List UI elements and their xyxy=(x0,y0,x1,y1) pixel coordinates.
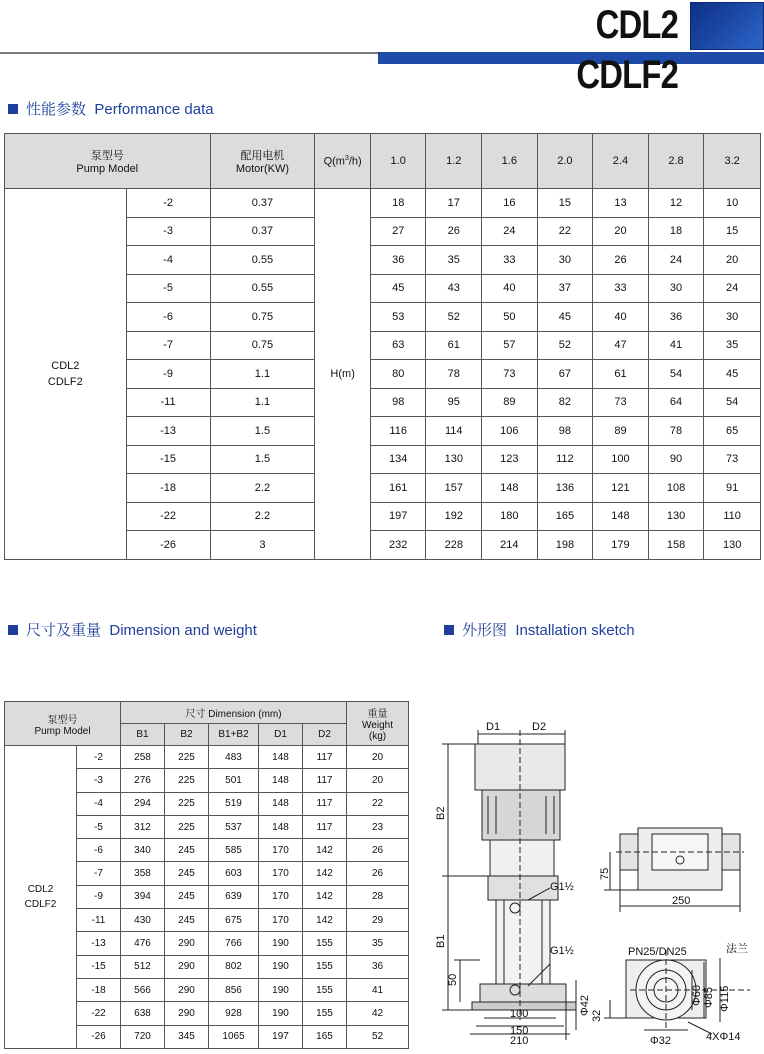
head-value: 10 xyxy=(704,189,761,218)
motor-kw: 0.37 xyxy=(210,189,315,218)
model-suffix: -2 xyxy=(77,746,121,769)
head-value: 89 xyxy=(593,417,649,446)
dimension-value: 1065 xyxy=(209,1025,259,1048)
bullet-square-icon xyxy=(8,104,18,114)
dimension-value: 117 xyxy=(303,746,347,769)
head-value: 45 xyxy=(704,360,761,389)
perf-header-flow: 1.2 xyxy=(426,134,482,189)
head-value: 24 xyxy=(648,246,704,275)
dim-label-phi42: Φ42 xyxy=(579,994,591,1016)
motor-kw: 0.75 xyxy=(210,331,315,360)
perf-header-flow: 1.6 xyxy=(482,134,538,189)
dimension-value: 148 xyxy=(259,815,303,838)
dimension-value: 142 xyxy=(303,885,347,908)
dimension-value: 142 xyxy=(303,839,347,862)
motor-kw: 0.75 xyxy=(210,303,315,332)
dim-label-75: 75 xyxy=(599,867,611,880)
dimension-value: 155 xyxy=(303,1002,347,1025)
head-value: 100 xyxy=(593,445,649,474)
head-value: 67 xyxy=(537,360,593,389)
head-value: 54 xyxy=(648,360,704,389)
perf-header-motor xyxy=(210,134,315,189)
weight-value: 28 xyxy=(347,885,409,908)
section-cn: 外形图 xyxy=(462,622,508,639)
head-value: 98 xyxy=(537,417,593,446)
dimension-value: 197 xyxy=(259,1025,303,1048)
dimension-value: 142 xyxy=(303,862,347,885)
model-suffix: -26 xyxy=(77,1025,121,1048)
dimension-value: 603 xyxy=(209,862,259,885)
weight-value: 20 xyxy=(347,746,409,769)
head-value: 161 xyxy=(370,474,426,503)
dim-label-b2: B2 xyxy=(435,806,447,820)
page-title: CDL2 CDLF2 xyxy=(576,3,678,97)
head-value: 232 xyxy=(370,531,426,560)
q-sup: 3 xyxy=(344,154,349,162)
dim-header-col: D2 xyxy=(303,724,347,746)
head-value: 82 xyxy=(537,388,593,417)
dimension-value: 165 xyxy=(303,1025,347,1048)
head-value: 73 xyxy=(482,360,538,389)
dimension-value: 340 xyxy=(121,839,165,862)
model-suffix: -4 xyxy=(77,792,121,815)
model-suffix: -3 xyxy=(126,217,210,246)
dimension-value: 225 xyxy=(165,746,209,769)
model-suffix: -22 xyxy=(77,1002,121,1025)
head-value: 40 xyxy=(482,274,538,303)
head-value: 78 xyxy=(426,360,482,389)
head-value: 15 xyxy=(704,217,761,246)
head-value: 198 xyxy=(537,531,593,560)
section-sketch-title xyxy=(444,619,635,640)
head-value: 192 xyxy=(426,502,482,531)
head-value: 95 xyxy=(426,388,482,417)
dimension-value: 245 xyxy=(165,862,209,885)
dimension-value: 430 xyxy=(121,909,165,932)
model-suffix: -9 xyxy=(77,885,121,908)
dim-label-b1: B1 xyxy=(435,934,447,948)
head-value: 63 xyxy=(370,331,426,360)
section-dimension-title xyxy=(8,619,257,640)
perf-header-flow: 2.4 xyxy=(593,134,649,189)
head-value: 80 xyxy=(370,360,426,389)
series-name: CDL2 xyxy=(51,359,80,372)
section-en: Performance data xyxy=(94,101,214,118)
head-value: 52 xyxy=(537,331,593,360)
head-value: 121 xyxy=(593,474,649,503)
dimension-value: 290 xyxy=(165,932,209,955)
model-suffix: -13 xyxy=(126,417,210,446)
dim-label-32: 32 xyxy=(591,1009,603,1022)
model-suffix: -6 xyxy=(77,839,121,862)
dimension-value: 117 xyxy=(303,792,347,815)
motor-kw: 2.2 xyxy=(210,502,315,531)
dim-label-d1: D1 xyxy=(486,721,501,733)
dimension-value: 117 xyxy=(303,815,347,838)
head-value: 52 xyxy=(426,303,482,332)
head-value: 17 xyxy=(426,189,482,218)
dim-header-dimension: 尺寸 Dimension (mm) xyxy=(121,702,347,724)
head-value: 61 xyxy=(593,360,649,389)
head-value: 18 xyxy=(370,189,426,218)
dimension-value: 675 xyxy=(209,909,259,932)
head-value: 18 xyxy=(648,217,704,246)
head-value: 214 xyxy=(482,531,538,560)
weight-value: 35 xyxy=(347,932,409,955)
dim-label-g1: G1½ xyxy=(550,881,574,893)
head-label: H(m) xyxy=(315,189,371,560)
dim-header-col: D1 xyxy=(259,724,303,746)
dimension-value: 290 xyxy=(165,955,209,978)
head-value: 130 xyxy=(704,531,761,560)
dimension-value: 190 xyxy=(259,932,303,955)
perf-header-model-cn: 泵型号 xyxy=(90,150,124,162)
head-value: 165 xyxy=(537,502,593,531)
head-value: 20 xyxy=(593,217,649,246)
head-value: 110 xyxy=(704,502,761,531)
dimension-value: 276 xyxy=(121,769,165,792)
weight-value: 41 xyxy=(347,978,409,1001)
dimension-value: 312 xyxy=(121,815,165,838)
perf-series-cell xyxy=(5,189,127,560)
head-value: 35 xyxy=(704,331,761,360)
dimension-table xyxy=(4,701,409,1049)
header-blue-box xyxy=(690,2,764,50)
dimension-value: 148 xyxy=(259,792,303,815)
dimension-value: 519 xyxy=(209,792,259,815)
perf-header-motor-en: Motor(KW) xyxy=(235,163,290,175)
model-suffix: -22 xyxy=(126,502,210,531)
head-value: 36 xyxy=(370,246,426,275)
motor-kw: 0.55 xyxy=(210,274,315,303)
head-value: 123 xyxy=(482,445,538,474)
head-value: 53 xyxy=(370,303,426,332)
dimension-value: 190 xyxy=(259,955,303,978)
head-value: 43 xyxy=(426,274,482,303)
weight-value: 26 xyxy=(347,839,409,862)
weight-value: 52 xyxy=(347,1025,409,1048)
bullet-square-icon xyxy=(444,625,454,635)
dimension-value: 170 xyxy=(259,909,303,932)
dimension-value: 501 xyxy=(209,769,259,792)
motor-adapter xyxy=(490,840,554,876)
head-value: 54 xyxy=(704,388,761,417)
head-value: 134 xyxy=(370,445,426,474)
head-value: 33 xyxy=(482,246,538,275)
head-value: 24 xyxy=(704,274,761,303)
dimension-value: 476 xyxy=(121,932,165,955)
dimension-value: 190 xyxy=(259,978,303,1001)
dimension-value: 802 xyxy=(209,955,259,978)
dim-label-phi85: Φ85 xyxy=(703,986,715,1008)
dimension-value: 225 xyxy=(165,769,209,792)
dimension-value: 170 xyxy=(259,885,303,908)
head-value: 57 xyxy=(482,331,538,360)
head-value: 30 xyxy=(537,246,593,275)
dimension-value: 148 xyxy=(259,746,303,769)
dimension-value: 537 xyxy=(209,815,259,838)
dimension-value: 720 xyxy=(121,1025,165,1048)
dimension-value: 512 xyxy=(121,955,165,978)
perf-header-flow: 3.2 xyxy=(704,134,761,189)
dim-header-col: B1 xyxy=(121,724,165,746)
section-en: Installation sketch xyxy=(515,622,635,639)
dimension-value: 245 xyxy=(165,839,209,862)
dim-header-model-cn: 泵型号 xyxy=(47,714,78,726)
head-value: 61 xyxy=(426,331,482,360)
dimension-value: 483 xyxy=(209,746,259,769)
head-value: 41 xyxy=(648,331,704,360)
head-value: 35 xyxy=(426,246,482,275)
head-value: 30 xyxy=(648,274,704,303)
head-value: 91 xyxy=(704,474,761,503)
dimension-value: 290 xyxy=(165,1002,209,1025)
model-suffix: -13 xyxy=(77,932,121,955)
model-suffix: -26 xyxy=(126,531,210,560)
motor-kw: 1.1 xyxy=(210,388,315,417)
header-blue-bar xyxy=(378,52,764,64)
dimension-value: 358 xyxy=(121,862,165,885)
section-cn: 尺寸及重量 xyxy=(26,622,102,639)
pump-chamber xyxy=(488,876,558,900)
head-value: 78 xyxy=(648,417,704,446)
dimension-value: 638 xyxy=(121,1002,165,1025)
performance-table xyxy=(4,133,761,560)
dim-label-150: 150 xyxy=(510,1025,529,1037)
head-value: 40 xyxy=(593,303,649,332)
motor-kw: 2.2 xyxy=(210,474,315,503)
dimension-value: 155 xyxy=(303,955,347,978)
head-value: 33 xyxy=(593,274,649,303)
dim-series-cell xyxy=(5,746,77,1049)
table-row xyxy=(5,746,409,769)
dimension-value: 170 xyxy=(259,839,303,862)
model-suffix: -5 xyxy=(77,815,121,838)
model-suffix: -18 xyxy=(77,978,121,1001)
head-value: 106 xyxy=(482,417,538,446)
motor-kw: 1.5 xyxy=(210,445,315,474)
dimension-value: 155 xyxy=(303,932,347,955)
dim-label-phi32: Φ32 xyxy=(650,1035,672,1047)
head-value: 20 xyxy=(704,246,761,275)
head-value: 180 xyxy=(482,502,538,531)
head-value: 13 xyxy=(593,189,649,218)
dim-label-4xphi14: 4XΦ14 xyxy=(706,1031,741,1043)
dim-header-model xyxy=(5,702,121,746)
head-value: 158 xyxy=(648,531,704,560)
head-value: 27 xyxy=(370,217,426,246)
head-value: 45 xyxy=(370,274,426,303)
head-value: 108 xyxy=(648,474,704,503)
perf-header-model xyxy=(5,134,211,189)
motor-kw: 1.5 xyxy=(210,417,315,446)
model-suffix: -4 xyxy=(126,246,210,275)
dimension-value: 766 xyxy=(209,932,259,955)
dim-header-col: B2 xyxy=(165,724,209,746)
series-name: CDLF2 xyxy=(24,898,57,910)
bullet-square-icon xyxy=(8,625,18,635)
weight-value: 26 xyxy=(347,862,409,885)
dim-label-flange: 法兰 xyxy=(726,943,748,955)
model-suffix: -5 xyxy=(126,274,210,303)
table-row xyxy=(5,189,761,218)
model-suffix: -2 xyxy=(126,189,210,218)
head-value: 64 xyxy=(648,388,704,417)
motor-kw: 0.37 xyxy=(210,217,315,246)
head-value: 136 xyxy=(537,474,593,503)
dimension-value: 142 xyxy=(303,909,347,932)
head-value: 157 xyxy=(426,474,482,503)
model-suffix: -7 xyxy=(126,331,210,360)
head-value: 30 xyxy=(704,303,761,332)
weight-value: 42 xyxy=(347,1002,409,1025)
dim-label-g2: G1½ xyxy=(550,945,574,957)
perf-header-q xyxy=(315,134,371,189)
head-value: 90 xyxy=(648,445,704,474)
dim-label-250: 250 xyxy=(672,895,691,907)
head-value: 73 xyxy=(704,445,761,474)
head-value: 114 xyxy=(426,417,482,446)
dim-header-weight-unit: (kg) xyxy=(368,731,387,742)
dimension-value: 155 xyxy=(303,978,347,1001)
head-value: 37 xyxy=(537,274,593,303)
model-suffix: -3 xyxy=(77,769,121,792)
head-value: 16 xyxy=(482,189,538,218)
series-name: CDL2 xyxy=(27,883,54,895)
weight-value: 29 xyxy=(347,909,409,932)
perf-header-model-en: Pump Model xyxy=(76,163,139,175)
dim-header-model-en: Pump Model xyxy=(34,725,91,737)
dimension-value: 117 xyxy=(303,769,347,792)
head-value: 47 xyxy=(593,331,649,360)
head-value: 36 xyxy=(648,303,704,332)
head-value: 98 xyxy=(370,388,426,417)
dim-header-col: B1+B2 xyxy=(209,724,259,746)
model-suffix: -15 xyxy=(77,955,121,978)
head-value: 15 xyxy=(537,189,593,218)
model-suffix: -15 xyxy=(126,445,210,474)
model-suffix: -11 xyxy=(77,909,121,932)
head-value: 45 xyxy=(537,303,593,332)
model-suffix: -7 xyxy=(77,862,121,885)
dim-header-weight-en: Weight xyxy=(362,720,393,731)
dimension-value: 566 xyxy=(121,978,165,1001)
head-value: 73 xyxy=(593,388,649,417)
perf-header-motor-cn: 配用电机 xyxy=(240,150,285,162)
dimension-value: 190 xyxy=(259,1002,303,1025)
dimension-value: 394 xyxy=(121,885,165,908)
dim-label-phi60: Φ60 xyxy=(691,984,703,1006)
dimension-value: 225 xyxy=(165,792,209,815)
dimension-value: 928 xyxy=(209,1002,259,1025)
q-post: /h) xyxy=(348,155,362,168)
head-value: 12 xyxy=(648,189,704,218)
head-value: 148 xyxy=(482,474,538,503)
weight-value: 36 xyxy=(347,955,409,978)
motor-kw: 3 xyxy=(210,531,315,560)
dimension-value: 639 xyxy=(209,885,259,908)
dim-label-phi115: Φ115 xyxy=(719,985,731,1012)
head-value: 65 xyxy=(704,417,761,446)
series-name: CDLF2 xyxy=(47,375,83,388)
dimension-value: 856 xyxy=(209,978,259,1001)
dimension-value: 245 xyxy=(165,885,209,908)
head-value: 89 xyxy=(482,388,538,417)
pump-base xyxy=(480,984,566,1002)
dim-label-100: 100 xyxy=(510,1008,529,1020)
motor-kw: 0.55 xyxy=(210,246,315,275)
model-suffix: -18 xyxy=(126,474,210,503)
dim-label-210: 210 xyxy=(510,1035,529,1047)
dim-label-pn25: PN25/DN25 xyxy=(628,946,687,958)
head-value: 197 xyxy=(370,502,426,531)
head-value: 26 xyxy=(426,217,482,246)
weight-value: 20 xyxy=(347,769,409,792)
dimension-value: 170 xyxy=(259,862,303,885)
dim-label-d2: D2 xyxy=(532,721,547,733)
dimension-value: 585 xyxy=(209,839,259,862)
head-value: 24 xyxy=(482,217,538,246)
model-suffix: -6 xyxy=(126,303,210,332)
head-value: 26 xyxy=(593,246,649,275)
head-value: 22 xyxy=(537,217,593,246)
motor-kw: 1.1 xyxy=(210,360,315,389)
dimension-value: 294 xyxy=(121,792,165,815)
head-value: 130 xyxy=(426,445,482,474)
perf-header-flow: 2.8 xyxy=(648,134,704,189)
dimension-value: 225 xyxy=(165,815,209,838)
section-cn: 性能参数 xyxy=(26,101,87,118)
dim-label-50: 50 xyxy=(447,973,459,986)
head-value: 50 xyxy=(482,303,538,332)
weight-value: 23 xyxy=(347,815,409,838)
head-value: 148 xyxy=(593,502,649,531)
perf-header-flow: 2.0 xyxy=(537,134,593,189)
dim-header-weight xyxy=(347,702,409,746)
dimension-value: 148 xyxy=(259,769,303,792)
q-pre: Q(m xyxy=(323,155,345,168)
dimension-value: 290 xyxy=(165,978,209,1001)
section-en: Dimension and weight xyxy=(109,622,257,639)
head-value: 179 xyxy=(593,531,649,560)
perf-header-flow: 1.0 xyxy=(370,134,426,189)
dim-header-weight-cn: 重量 xyxy=(367,709,388,720)
dimension-value: 258 xyxy=(121,746,165,769)
model-suffix: -9 xyxy=(126,360,210,389)
head-value: 116 xyxy=(370,417,426,446)
weight-value: 22 xyxy=(347,792,409,815)
installation-sketch xyxy=(420,700,764,1050)
head-value: 112 xyxy=(537,445,593,474)
dimension-value: 245 xyxy=(165,909,209,932)
head-value: 228 xyxy=(426,531,482,560)
model-suffix: -11 xyxy=(126,388,210,417)
dimension-value: 345 xyxy=(165,1025,209,1048)
head-value: 130 xyxy=(648,502,704,531)
section-performance-title xyxy=(8,98,214,119)
motor-fan-cover xyxy=(482,790,560,840)
